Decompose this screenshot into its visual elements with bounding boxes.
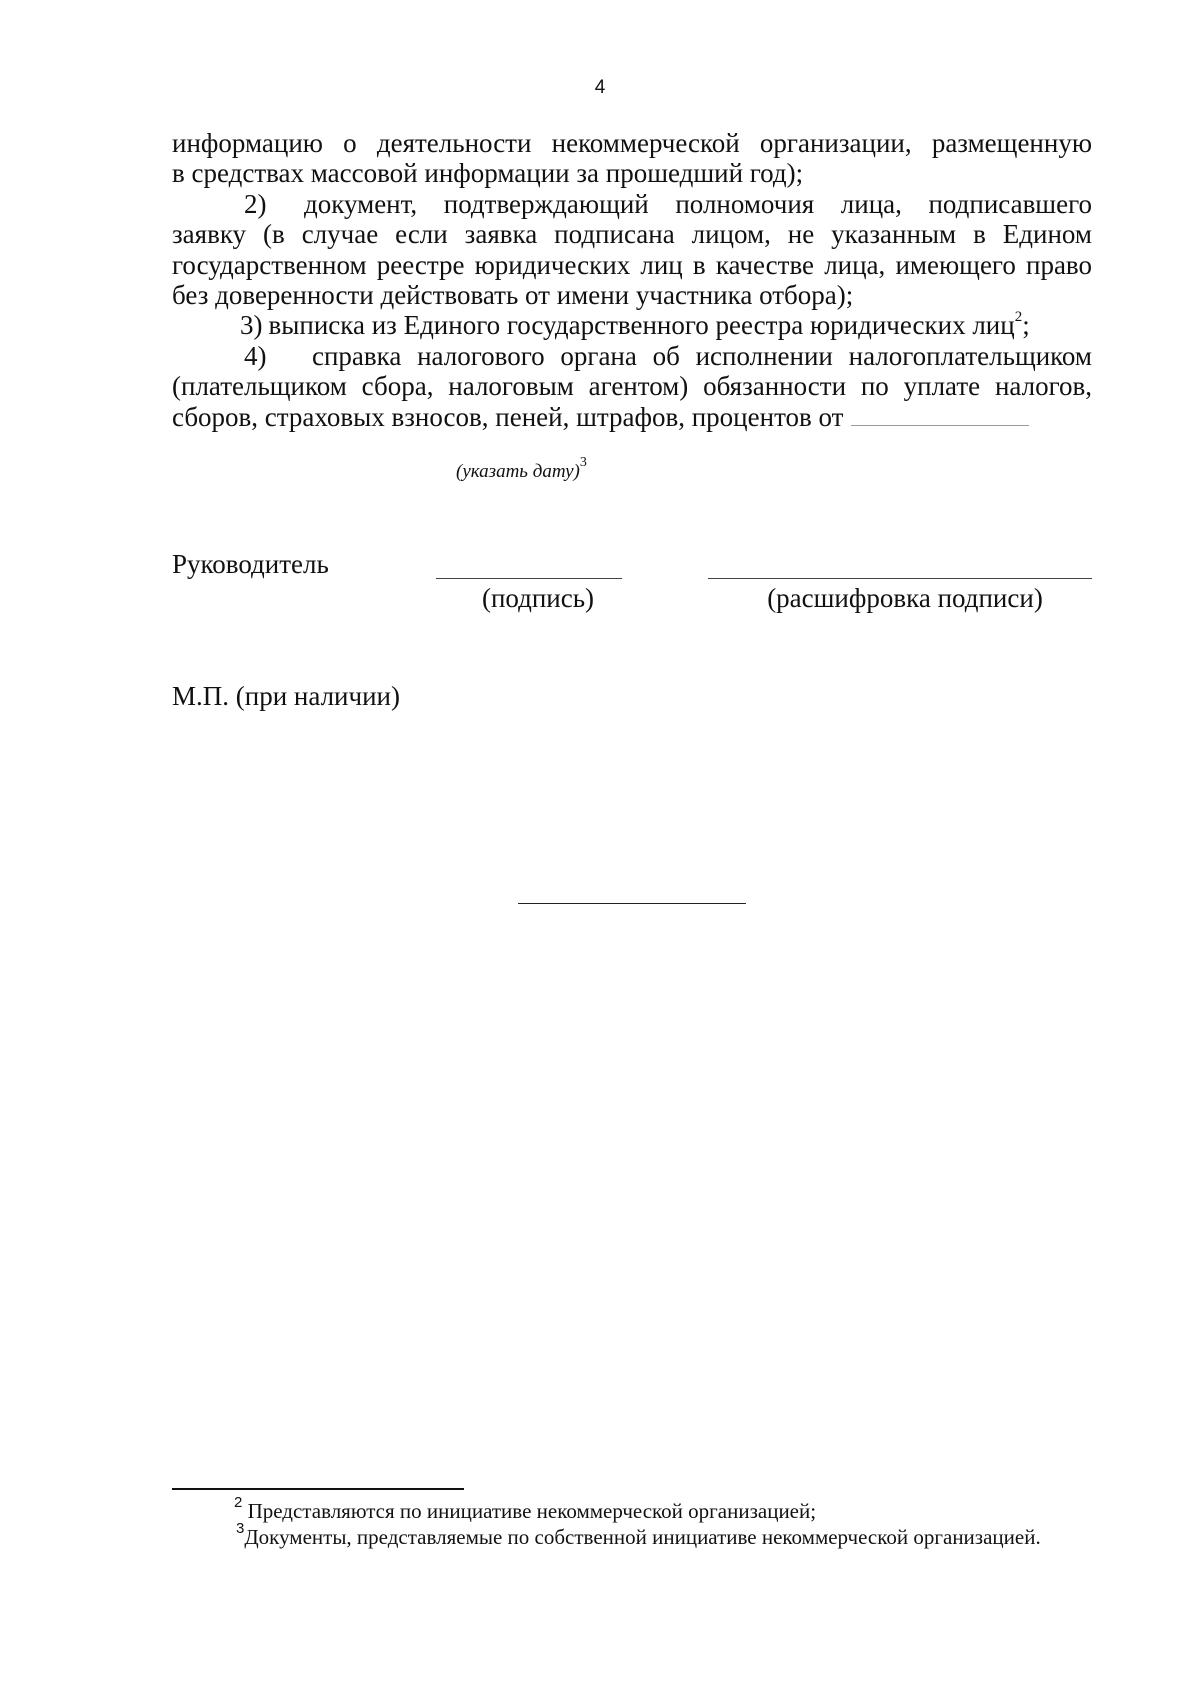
end-rule <box>518 903 746 904</box>
footnote-3-ref: 3 <box>236 1520 245 1537</box>
list-item-2-number: 2) <box>244 188 267 219</box>
signature-decode-line <box>708 578 1092 579</box>
footnote-ref-3: 3 <box>579 454 587 470</box>
date-caption <box>456 454 587 484</box>
footnote-separator <box>172 1488 464 1490</box>
paragraph-continued-line-2: в средствах массовой информации за прошедший год); <box>172 158 804 189</box>
list-item-3-text: выписка из Единого государственного реестра юридических лиц <box>268 310 1015 341</box>
list-item-4-number: 4) <box>244 340 267 371</box>
signature-role: Руководитель <box>172 549 329 579</box>
date-caption-text: (указать дату) <box>456 461 580 482</box>
list-item-3-number: 3) <box>240 310 263 341</box>
footnote-ref-2: 2 <box>1014 309 1023 326</box>
signature-caption: (подпись) <box>481 583 595 613</box>
footnote-2-text: Представляются по инициативе некоммерческой организацией; <box>242 1499 817 1523</box>
list-item-3-tail: ; <box>1022 310 1030 341</box>
footnote-3 <box>172 1520 1092 1550</box>
paragraph-continued-line-1: информацию о деятельности некоммерческой организации, размещенную <box>172 128 1092 158</box>
seal-placeholder: М.П. (при наличии) <box>172 681 400 711</box>
footnotes <box>172 1494 1092 1550</box>
signature-line <box>436 578 622 579</box>
list-item-4-text: справка налогового органа об исполнении налогоплательщиком (плательщиком сбора, налоговым агентом) обязанности по уплате налогов, сборов, страховых взносов, пеней, штрафов, процентов от <box>172 340 1092 432</box>
footnote-2 <box>172 1494 1092 1524</box>
date-blank-line <box>851 405 1029 426</box>
footnote-3-text: Документы, представляемые по собственной инициативе некоммерческой организацией. <box>244 1525 1041 1549</box>
signature-decode-caption: (расшифровка подписи) <box>767 583 1043 613</box>
page-number: 4 <box>594 77 606 98</box>
list-item-3 <box>172 310 1092 340</box>
paragraph-continued <box>172 128 1092 189</box>
list-item-4 <box>172 341 1092 432</box>
list-item-2 <box>172 189 1092 311</box>
list-item-2-text: документ, подтверждающий полномочия лица, подписавшего заявку (в случае если заявка подписана лицом, не указанным в Едином государственном реестре юридических лиц в качестве лица, имеющего право без доверенности действовать от имени участника отбора); <box>172 188 1092 311</box>
footnote-2-ref: 2 <box>234 1494 243 1511</box>
document-body <box>172 128 1092 432</box>
